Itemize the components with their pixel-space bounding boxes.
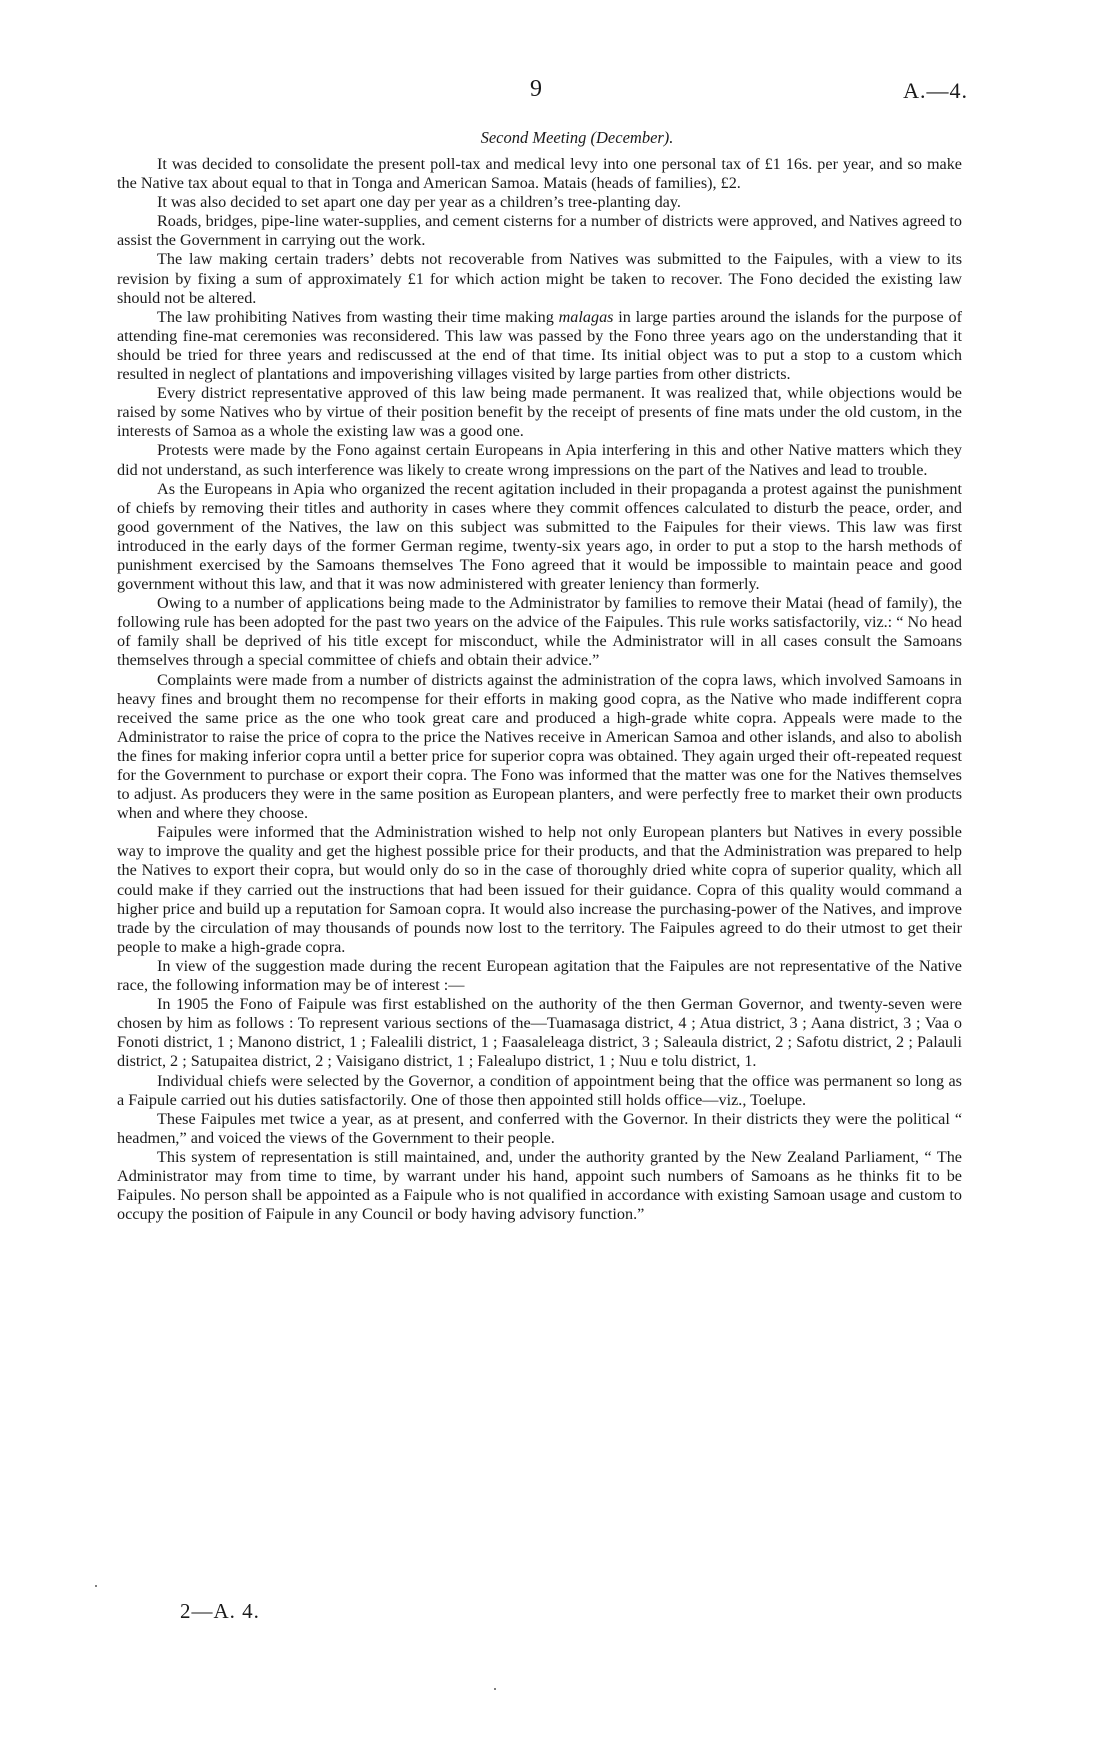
paragraph: Individual chiefs were selected by the Governor, a condition of appointment being that the office was permanent so long as a Faipule carried out his duties satisfactorily. One of those then appointed still holds office—viz., Toelupe.	[117, 1071, 962, 1109]
paragraph: These Faipules met twice a year, as at present, and conferred with the Governor. In their districts they were the political “ headmen,” and voiced the views of the Government to their people.	[117, 1109, 962, 1147]
footer-reference: 2—A. 4.	[180, 1599, 260, 1623]
paragraph: Roads, bridges, pipe-line water-supplies, and cement cisterns for a number of districts were approved, and Natives agreed to assist the Government in carrying out the work.	[117, 212, 962, 250]
paragraph: Faipules were informed that the Administration wished to help not only European planters but Natives in every possible way to improve the quality and get the highest possible price for their products, and that the Administration was prepared to help the Natives to export their copra, but would only do so in the case of thoroughly dried white copra of superior quality, which all could make if they carried out the instructions that had been issued for their guidance. Copra of this quality would command a higher price and build up a reputation for Samoan copra. It would also increase the purchasing-power of the Natives, and improve trade by the circulation of may thousands of pounds now lost to the territory. The Faipules agreed to do their utmost to get their people to make a high-grade copra.	[117, 823, 962, 956]
body-text	[117, 155, 962, 1224]
paragraph: Protests were made by the Fono against certain Europeans in Apia interfering in this and other Native matters which they did not understand, as such interference was likely to create wrong impressions on the part of the Natives and lead to trouble.	[117, 441, 962, 479]
paragraph: The law making certain traders’ debts not recoverable from Natives was submitted to the Faipules, with a view to its revision by fixing a sum of approximately £1 for which action might be taken to recover. The Fono decided the existing law should not be altered.	[117, 250, 962, 307]
paragraph: Complaints were made from a number of districts against the administration of the copra laws, which involved Samoans in heavy fines and brought them no recompense for their efforts in making good copra, as the Native who made indifferent copra received the same price as the one who took great care and produced a high-grade white copra. Appeals were made to the Administrator to raise the price of copra to the price the Natives receive in American Samoa and other islands, and also to abolish the fines for making inferior copra until a better price for superior copra was obtained. They again urged their oft-repeated request for the Government to purchase or export their copra. The Fono was informed that the matter was one for the Natives themselves to adjust. As producers they were in the same position as European planters, and were perfectly free to market their own products when and where they choose.	[117, 670, 962, 823]
paragraph: In 1905 the Fono of Faipule was first established on the authority of the then German Governor, and twenty-seven were chosen by him as follows : To represent various sections of the—Tuamasaga district, 4 ; Atua district, 3 ; Aana district, 3 ; Vaa o Fonoti district, 1 ; Manono district, 1 ; Falealili district, 1 ; Faasaleleaga district, 3 ; Saleaula district, 2 ; Safotu district, 2 ; Palauli district, 2 ; Satupaitea district, 2 ; Vaisigano district, 1 ; Falealupo district, 1 ; Nuu e tolu district, 1.	[117, 995, 962, 1071]
page-header	[0, 76, 1114, 110]
paragraph: This system of representation is still maintained, and, under the authority granted by the New Zealand Parliament, “ The Administrator may from time to time, by warrant under his hand, appoint such numbers of Samoans as he thinks fit to be Faipules. No person shall be appointed as a Faipule who is not qualified in accordance with existing Samoan usage and custom to occupy the position of Faipule in any Council or body having advisory function.”	[117, 1147, 962, 1224]
document-reference: A.—4.	[903, 78, 968, 103]
paragraph	[117, 308, 962, 384]
page-number: 9	[530, 76, 542, 102]
paragraph-text: in large parties around the islands for the purpose of attending fine-mat ceremonies was reconsidered. This law was passed by the Fono three years ago on the understanding that it should be tried for three years and rediscussed at the end of that time. Its initial object was to put a stop to a custom which resulted in neglect of plantations and impoverishing villages visited by large parties from other districts.	[117, 307, 962, 384]
italic-term: malagas	[558, 307, 614, 326]
scan-speck	[95, 1585, 97, 1587]
paragraph: In view of the suggestion made during the recent European agitation that the Faipules are not representative of the Native race, the following information may be of interest :—	[117, 956, 962, 995]
scan-speck	[494, 1688, 496, 1690]
paragraph: Owing to a number of applications being made to the Administrator by families to remove their Matai (head of family), the following rule has been adopted for the past two years on the advice of the Faipules. This rule works satisfactorily, viz.: “ No head of family shall be deprived of his title except for misconduct, while the Administrator will in all cases consult the Samoans themselves through a special committee of chiefs and obtain their advice.”	[117, 594, 962, 670]
paragraph: Every district representative approved of this law being made permanent. It was realized that, while objections would be raised by some Natives who by virtue of their position benefit by the receipt of presents of fine mats under the old custom, in the interests of Samoa as a whole the existing law was a good one.	[117, 384, 962, 441]
paragraph: It was decided to consolidate the present poll-tax and medical levy into one personal tax of £1 16s. per year, and so make the Native tax about equal to that in Tonga and American Samoa. Matais (heads of families), £2.	[117, 155, 962, 193]
paragraph: It was also decided to set apart one day per year as a children’s tree-planting day.	[157, 193, 681, 212]
paragraph-text: The law prohibiting Natives from wasting their time making	[157, 307, 559, 326]
section-heading: Second Meeting (December).	[480, 128, 674, 147]
paragraph: As the Europeans in Apia who organized the recent agitation included in their propaganda a protest against the punishment of chiefs by removing their titles and authority in cases where they commit offences calculated to disturb the peace, order, and good government of the Natives, the law on this subject was submitted to the Faipules for their views. This law was first introduced in the early days of the former German regime, twenty-six years ago, in order to put a stop to the harsh methods of punishment exercised by the Samoans themselves The Fono agreed that it would be impossible to maintain peace and good government without this law, and that it was now administered with greater leniency than formerly.	[117, 479, 962, 594]
